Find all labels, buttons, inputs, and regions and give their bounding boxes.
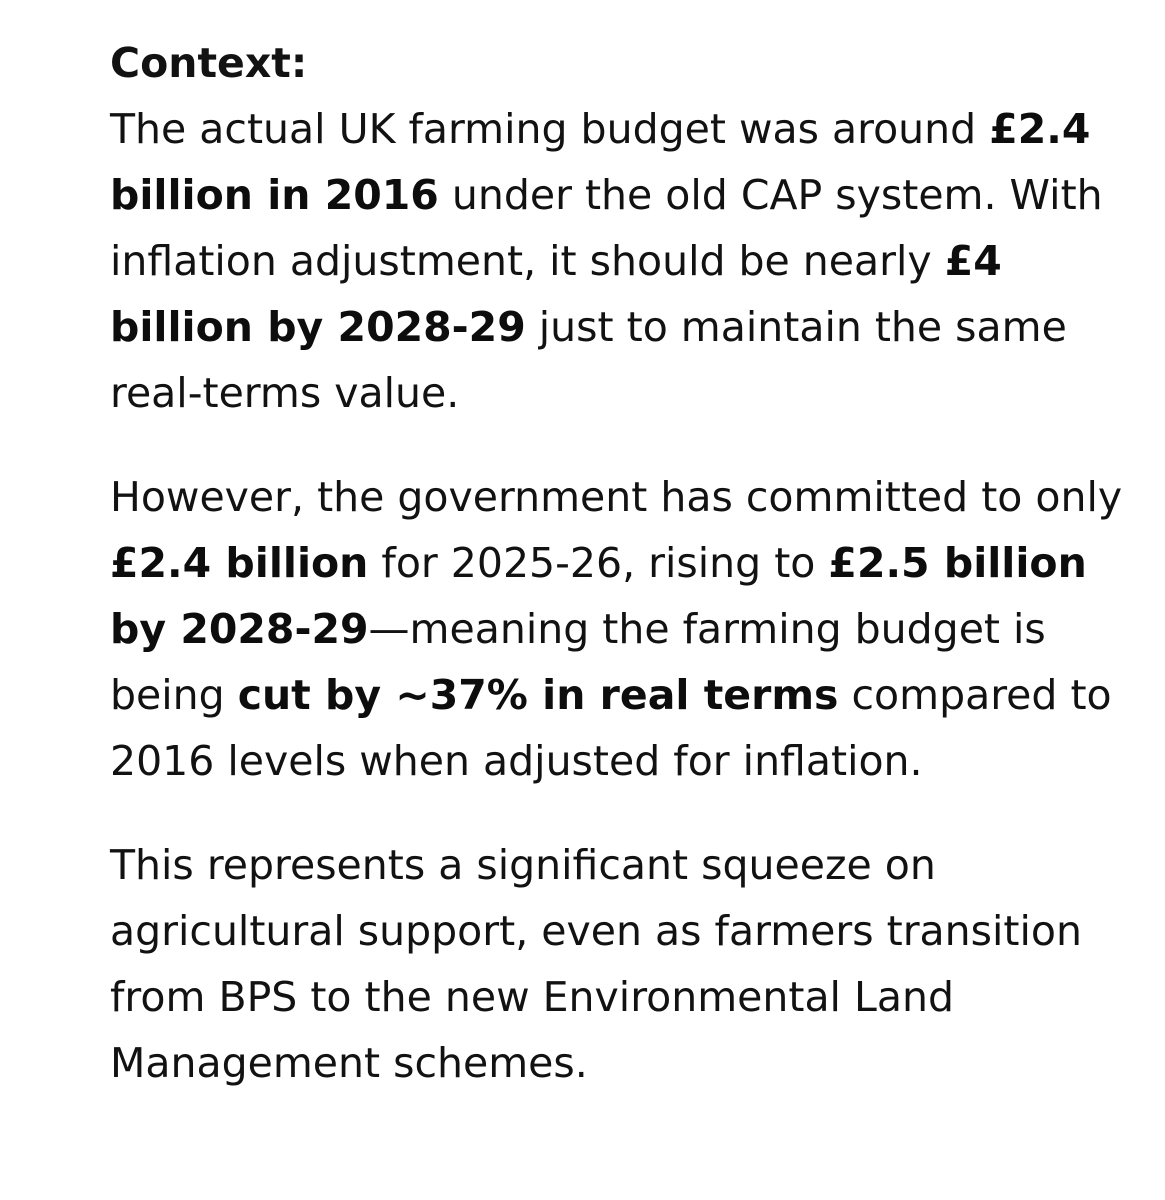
highlight-2025-commitment: £2.4 billion <box>110 539 369 587</box>
text-segment: —meaning the farming budget is being <box>110 605 1046 719</box>
paragraph-budget-history <box>110 96 1140 426</box>
highlight-2028-commitment: £2.5 billion by 2028-29 <box>110 539 1087 653</box>
text-segment: However, the government has committed to only <box>110 473 1123 521</box>
document-body <box>110 30 1140 1096</box>
text-segment: under the old CAP system. With inflation adjustment, it should be nearly <box>110 171 1103 285</box>
text-segment: for 2025-26, rising to <box>368 539 829 587</box>
paragraph-government-commitment <box>110 464 1140 794</box>
highlight-2016-budget: £2.4 billion in 2016 <box>110 105 1091 219</box>
context-heading: Context: <box>110 39 308 87</box>
highlight-real-terms-cut: cut by ~37% in real terms <box>237 671 839 719</box>
text-segment: compared to 2016 levels when adjusted for inflation. <box>110 671 1112 785</box>
text-segment: The actual UK farming budget was around <box>110 105 990 153</box>
text-segment: This represents a significant squeeze on agricultural support, even as farmers transition from BPS to the new Environmental Land Management schemes. <box>110 841 1082 1087</box>
text-segment: just to maintain the same real-terms value. <box>110 303 1067 417</box>
paragraph-conclusion <box>110 832 1140 1096</box>
highlight-inflation-target: £4 billion by 2028-29 <box>110 237 1002 351</box>
